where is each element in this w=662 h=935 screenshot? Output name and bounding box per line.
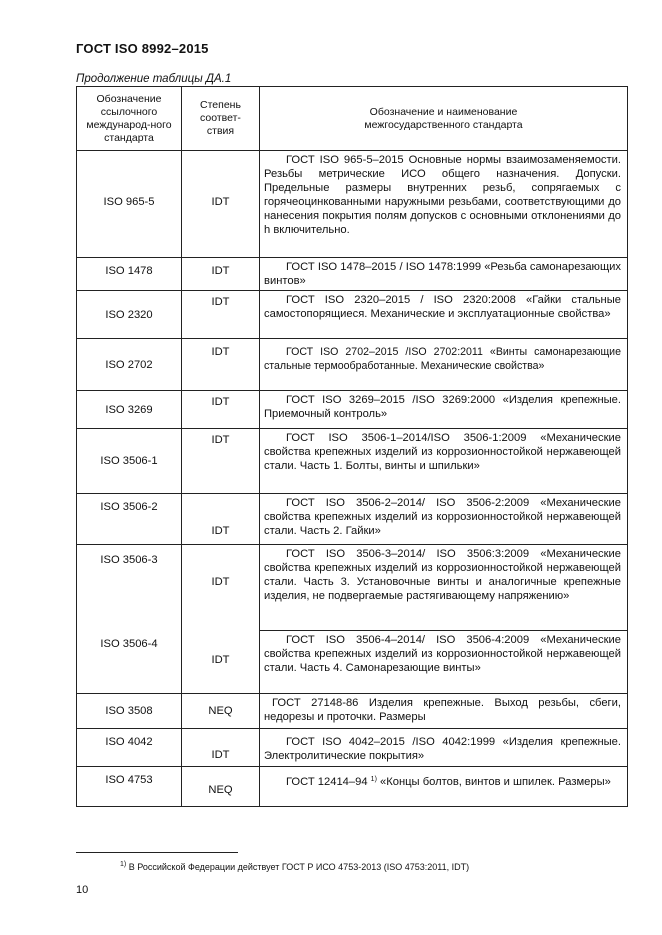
interstate-standard: ГОСТ ISO 3506-4–2014/ ISO 3506-4:2009 «Механические свойства крепежных изделий из коррозионностойкой нержавеющей стали. Часть 4. Самонарезающие винты» — [264, 634, 621, 674]
degree: IDT — [211, 196, 230, 208]
ref-standard: ISO 965-5 — [103, 196, 155, 208]
degree: IDT — [182, 339, 260, 391]
interstate-standard: ГОСТ 12414–94 $^{1)}$ «Концы болтов, винтов и шпилек. Размеры» — [286, 776, 611, 788]
footnote — [120, 861, 469, 872]
degree: IDT — [182, 631, 260, 694]
table-row — [77, 291, 628, 339]
table-row — [77, 631, 628, 694]
footnote-text: В Российской Федерации действует ГОСТ Р ИСО 4753-2013 (ISO 4753:2011, IDT) — [128, 862, 470, 872]
interstate-standard: ГОСТ ISO 3506-1–2014/ISO 3506-1:2009 «Механические свойства крепежных изделий из коррозионностойкой нержавеющей стали. Часть 1. Болты, винты и шпильки» — [264, 432, 621, 472]
interstate-standard: ГОСТ ISO 4042–2015 /ISO 4042:1999 «Изделия крепежные. Электролитические покрытия» — [264, 736, 621, 762]
interstate-standard: ГОСТ ISO 2702–2015 /ISO 2702:2011 «Винты самонарезающие стальные термообработанные. Механические свойства» — [264, 346, 621, 372]
table-row — [77, 694, 628, 729]
footnote-reference: 1) — [370, 776, 377, 783]
ref-standard: ISO 2702 — [77, 339, 182, 391]
degree: IDT — [182, 545, 260, 631]
standards-table — [76, 86, 628, 807]
degree: IDT — [182, 391, 260, 429]
table-row — [77, 729, 628, 767]
degree: IDT — [182, 494, 260, 545]
page-number: 10 — [76, 884, 89, 896]
degree: IDT — [182, 291, 260, 339]
table-row — [77, 494, 628, 545]
interstate-standard: ГОСТ ISO 1478–2015 / ISO 1478:1999 «Резьба самонарезающих винтов» — [264, 261, 621, 287]
degree: NEQ — [182, 694, 260, 729]
interstate-standard: ГОСТ ISO 3506-2–2014/ ISO 3506-2:2009 «Механические свойства крепежных изделий из коррозионностойкой нержавеющей стали. Часть 2. Гайки» — [264, 497, 621, 537]
document-header: ГОСТ ISO 8992–2015 — [76, 41, 209, 56]
interstate-standard: ГОСТ ISO 3269–2015 /ISO 3269:2000 «Изделия крепежные. Приемочный контроль» — [264, 394, 621, 420]
ref-standard: ISO 1478 — [105, 265, 153, 277]
table-row — [77, 258, 628, 291]
table-row — [77, 429, 628, 494]
degree: IDT — [182, 429, 260, 494]
table-caption: Продолжение таблицы ДА.1 — [76, 73, 232, 85]
ref-standard: ISO 4042 — [77, 729, 182, 767]
degree: NEQ — [182, 767, 260, 807]
header-degree: Степень соответ-ствия — [182, 87, 260, 151]
ref-standard: ISO 3508 — [77, 694, 182, 729]
degree: IDT — [182, 729, 260, 767]
table-row — [77, 767, 628, 807]
interstate-standard: ГОСТ ISO 3506-3–2014/ ISO 3506:3:2009 «Механические свойства крепежных изделий из коррозионностойкой нержавеющей стали. Часть 3. Установочные винты и аналогичные крепежные изделия, не подвергаемые растягивающему напряжению» — [264, 548, 621, 602]
interstate-standard: ГОСТ ISO 965-5–2015 Основные нормы взаимозаменяемости. Резьбы метрические ИСО общего назначения. Допуски. Предельные размеры внутренних резьб, сопрягаемых с горячеоцинкованными наружными резьбами, соответствующими до нанесения покрытия полям допусков с основными отклонениями до h включительно. — [264, 154, 621, 236]
ref-standard: ISO 3506-1 — [77, 429, 182, 494]
ref-standard: ISO 3506-3 — [77, 545, 182, 631]
table-row — [77, 545, 628, 631]
degree: IDT — [211, 265, 230, 277]
header-interstate-standard: Обозначение и наименование межгосударственного стандарта — [260, 87, 628, 151]
table-row — [77, 391, 628, 429]
ref-standard: ISO 3506-2 — [77, 494, 182, 545]
header-ref-standard: Обозначение ссылочного международ-ного стандарта — [77, 87, 182, 151]
table-row — [77, 151, 628, 258]
interstate-standard: ГОСТ ISO 2320–2015 / ISO 2320:2008 «Гайки стальные самостопорящиеся. Механические и эксплуатационные свойства» — [264, 294, 621, 320]
interstate-standard: ГОСТ 27148-86 Изделия крепежные. Выход резьбы, сбеги, недорезы и проточки. Размеры — [264, 697, 621, 723]
footnote-marker: 1) — [120, 861, 127, 868]
ref-standard: ISO 3269 — [77, 391, 182, 429]
footnote-separator — [76, 852, 238, 853]
ref-standard: ISO 3506-4 — [77, 631, 182, 694]
table-row — [77, 339, 628, 391]
ref-standard: ISO 4753 — [77, 767, 182, 807]
ref-standard: ISO 2320 — [77, 291, 182, 339]
